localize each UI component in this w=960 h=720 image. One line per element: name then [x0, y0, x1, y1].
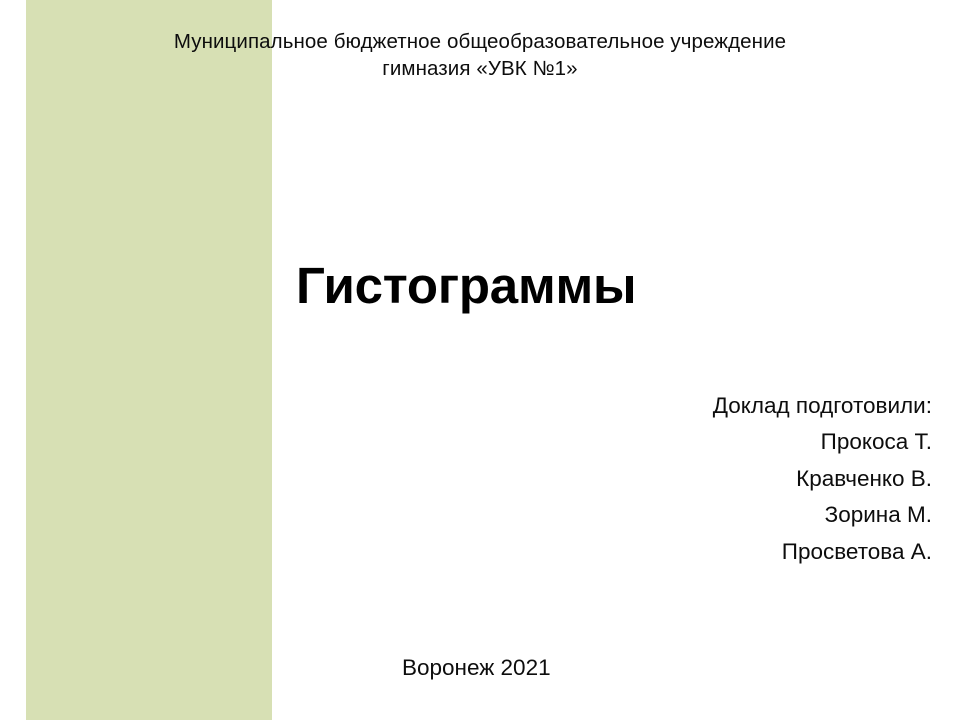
author-name: Просветова А.: [781, 538, 932, 564]
author-name: Прокоса Т.: [820, 429, 932, 455]
decorative-side-band: [26, 0, 272, 720]
organization-header: [120, 28, 840, 82]
author-name: Кравченко В.: [796, 465, 932, 491]
page-title: Гистограммы: [296, 257, 637, 314]
organization-line-2: гимназия «УВК №1»: [382, 57, 578, 81]
organization-line-1: Муниципальное бюджетное общеобразовательное учреждение: [173, 30, 787, 53]
author-name: Зорина М.: [824, 502, 932, 528]
authors-block: [412, 388, 932, 570]
place-and-year: Воронеж 2021: [402, 655, 551, 680]
authors-label: Доклад подготовили:: [712, 393, 932, 418]
